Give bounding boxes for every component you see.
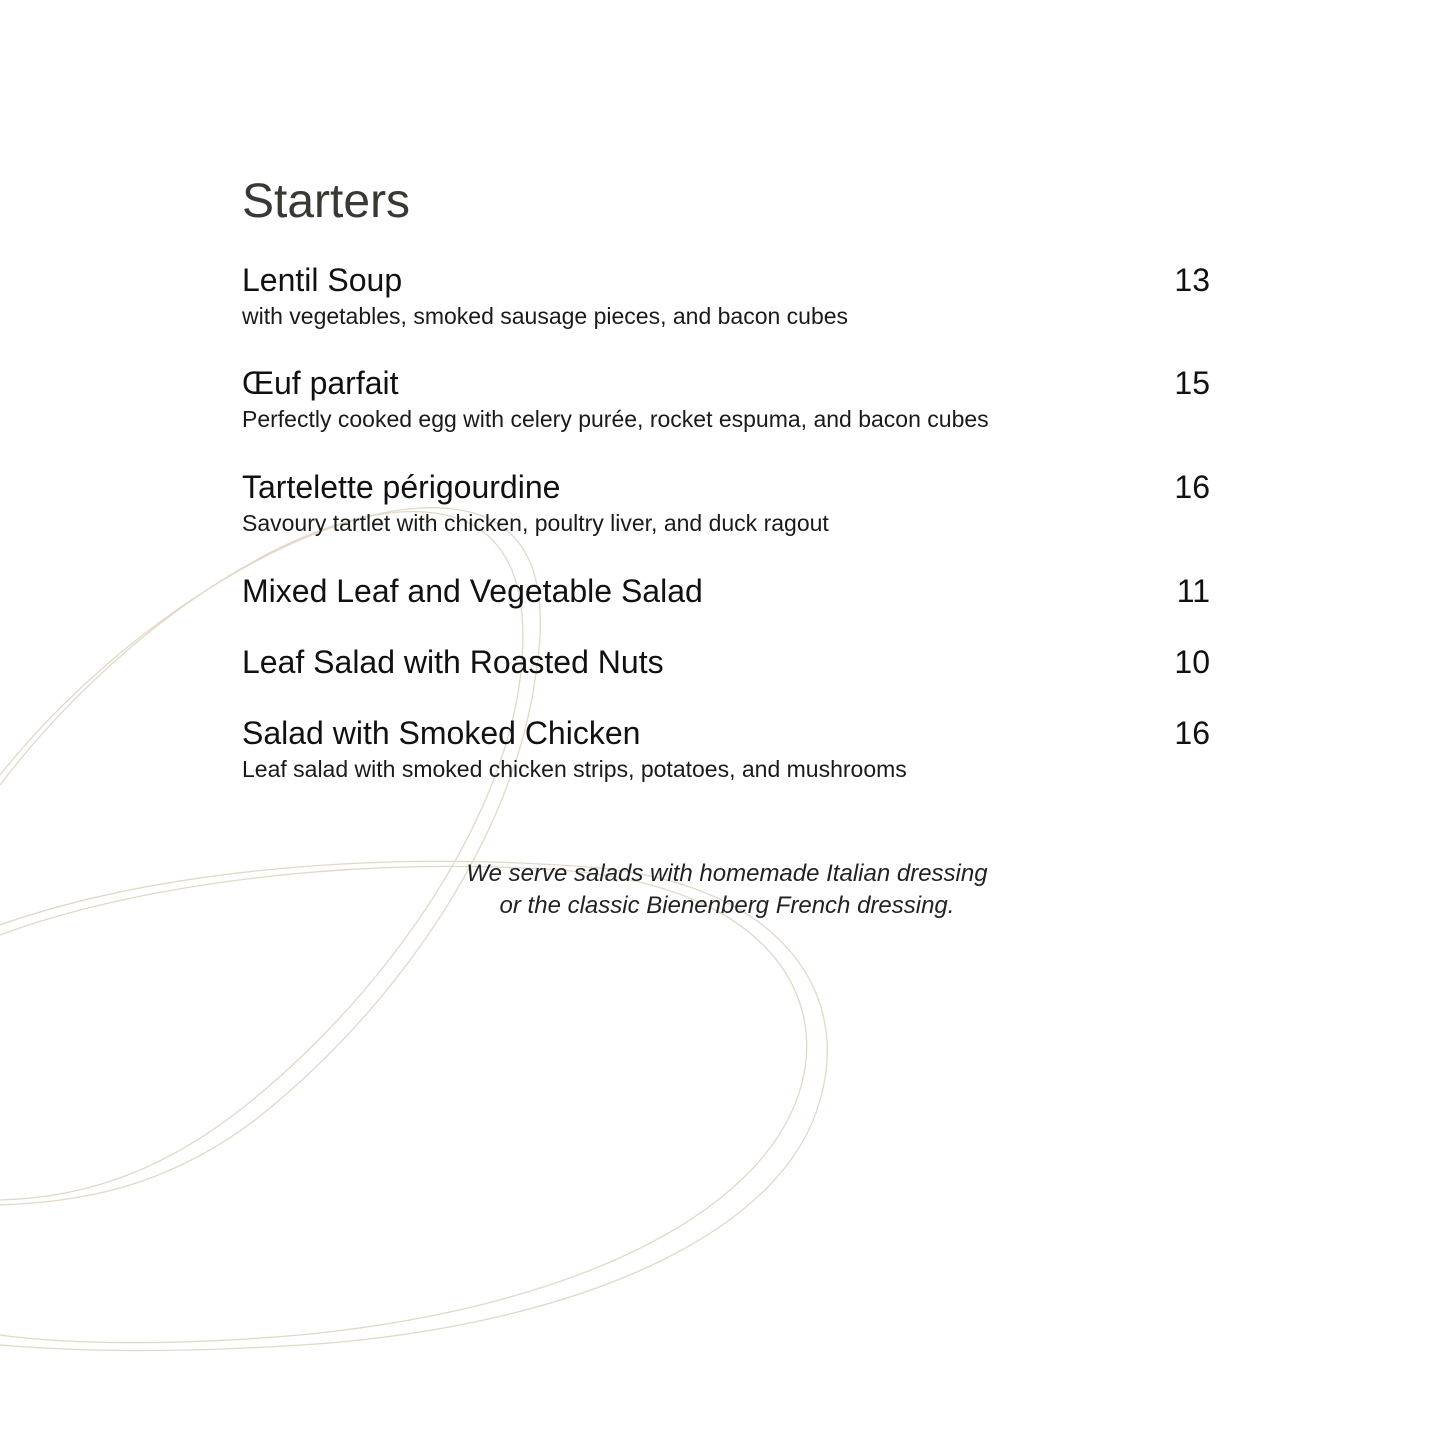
item-name: Mixed Leaf and Vegetable Salad xyxy=(242,573,703,609)
swirl-line-1 xyxy=(0,866,807,1342)
item-price: 11 xyxy=(1176,573,1210,609)
item-description: with vegetables, smoked sausage pieces, and bacon cubes xyxy=(242,303,849,329)
item-price: 15 xyxy=(1174,365,1210,401)
menu-item xyxy=(242,262,1212,330)
swirl-line-2 xyxy=(0,861,827,1350)
item-name: Leaf Salad with Roasted Nuts xyxy=(242,644,664,680)
item-price: 16 xyxy=(1174,715,1210,751)
dressing-note-line-2: or the classic Bienenberg French dressing. xyxy=(499,892,955,919)
item-price: 16 xyxy=(1174,469,1210,505)
dressing-note-line-1: We serve salads with homemade Italian dressing xyxy=(466,860,988,887)
menu-item xyxy=(242,644,1212,680)
item-name: Salad with Smoked Chicken xyxy=(242,715,641,751)
swirl-line-3 xyxy=(0,512,523,1200)
item-price: 13 xyxy=(1174,262,1210,298)
menu-item xyxy=(242,715,1212,783)
item-description: Savoury tartlet with chicken, poultry liver, and duck ragout xyxy=(242,510,829,536)
section-title: Starters xyxy=(242,175,411,228)
menu-item xyxy=(242,469,1212,537)
dressing-note xyxy=(242,858,1212,922)
menu-item xyxy=(242,365,1212,433)
item-description: Leaf salad with smoked chicken strips, potatoes, and mushrooms xyxy=(242,756,907,782)
item-description: Perfectly cooked egg with celery purée, rocket espuma, and bacon cubes xyxy=(242,406,989,432)
swirl-line-4 xyxy=(0,508,540,1205)
item-name: Œuf parfait xyxy=(242,365,399,401)
menu-item xyxy=(242,573,1212,609)
item-price: 10 xyxy=(1174,644,1210,680)
item-name: Tartelette périgourdine xyxy=(242,469,561,505)
item-name: Lentil Soup xyxy=(242,262,403,298)
